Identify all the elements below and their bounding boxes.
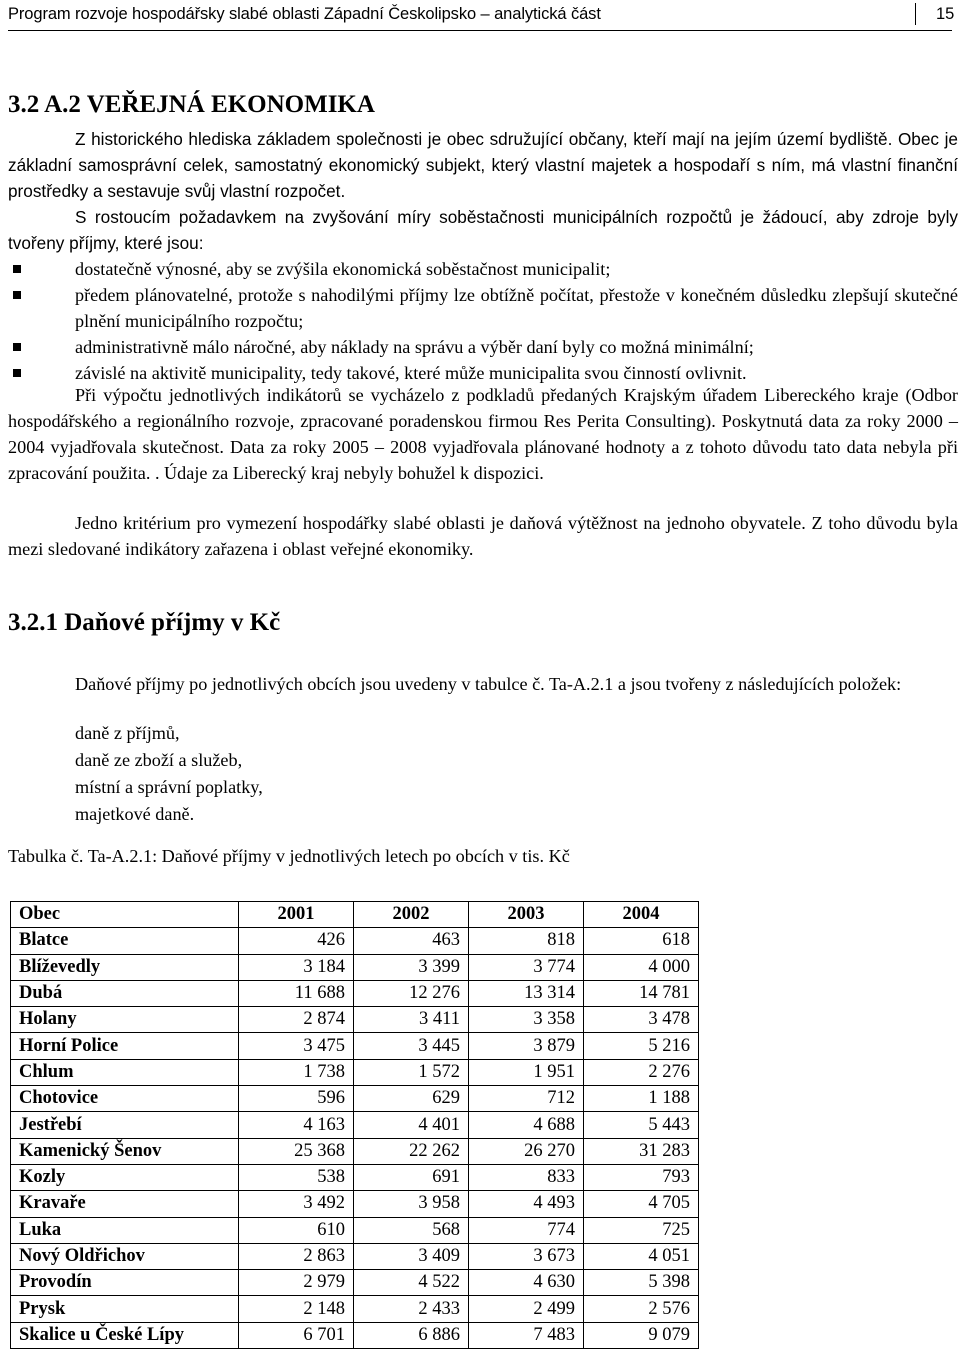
value-cell: 4 493 [469,1191,584,1217]
header-title: Program rozvoje hospodářsky slabé oblasti Západní Českolipsko – analytická část [8,5,601,23]
list-item [8,256,958,282]
municipality-name-cell: Blatce [11,928,239,954]
requirements-list [8,256,958,386]
value-cell: 3 475 [239,1033,354,1059]
value-cell: 3 184 [239,954,354,980]
value-cell: 833 [469,1164,584,1190]
value-cell: 4 522 [354,1270,469,1296]
table-row [11,1191,699,1217]
value-cell: 4 051 [584,1243,699,1269]
value-cell: 9 079 [584,1322,699,1348]
value-cell: 2 874 [239,1007,354,1033]
value-cell: 2 148 [239,1296,354,1322]
value-cell: 14 781 [584,980,699,1006]
list-item: majetkové daně. [75,804,195,824]
list-item-text: administrativně málo náročné, aby náklady na správu a výběr daní byly co možná minimální; [75,337,754,357]
value-cell: 25 368 [239,1138,354,1164]
municipality-name-cell: Horní Police [11,1033,239,1059]
intro-paragraph: Z historického hlediska základem společnosti je obec sdružující občany, kteří mají na jejím území bydliště. Obec je základní samosprávní celek, samostatný ekonomický subjekt, který vlastní majetek a hospodaří s ním, má vlastní finanční prostředky a sestavuje svůj vlastní rozpočet. [8,129,958,201]
square-bullet-icon [13,369,21,377]
table-row [11,1007,699,1033]
municipality-name-cell: Luka [11,1217,239,1243]
value-cell: 3 409 [354,1243,469,1269]
table-row [11,1033,699,1059]
value-cell: 3 411 [354,1007,469,1033]
value-cell: 3 358 [469,1007,584,1033]
municipality-name-cell: Kamenický Šenov [11,1138,239,1164]
value-cell: 2 499 [469,1296,584,1322]
value-cell: 3 673 [469,1243,584,1269]
value-cell: 4 163 [239,1112,354,1138]
table-row [11,1086,699,1112]
value-cell: 610 [239,1217,354,1243]
municipality-name-cell: Blíževedly [11,954,239,980]
value-cell: 3 445 [354,1033,469,1059]
value-cell: 1 572 [354,1059,469,1085]
value-cell: 4 630 [469,1270,584,1296]
square-bullet-icon [13,343,21,351]
value-cell: 3 478 [584,1007,699,1033]
table-row [11,980,699,1006]
table-row [11,1138,699,1164]
value-cell: 4 705 [584,1191,699,1217]
page-header [8,0,955,31]
value-cell: 3 958 [354,1191,469,1217]
square-bullet-icon [13,291,21,299]
value-cell: 3 492 [239,1191,354,1217]
data-source-paragraph: Při výpočtu jednotlivých indikátorů se vycházelo z podkladů předaných Krajským úřadem Libereckého kraje (Odbor hospodářského a regionálního rozvoje, zpracované poradenskou firmou Res Perita Consulting). Poskytnutá data za roky 2000 – 2004 vyjadřovala skutečnost. Data za roky 2005 – 2008 vyjadřovala plánované hodnoty a z tohoto důvodu tato data nebyla při zpracování použita. . Údaje za Liberecký kraj nebyly bohužel k dispozici. [8,385,958,483]
value-cell: 26 270 [469,1138,584,1164]
list-item: daně z příjmů, [75,723,180,743]
value-cell: 618 [584,928,699,954]
value-cell: 13 314 [469,980,584,1006]
header-cell: 2003 [469,902,584,928]
table-row [11,1164,699,1190]
subsection-heading: 3.2.1 Daňové příjmy v Kč [8,609,281,636]
value-cell: 5 216 [584,1033,699,1059]
section-heading: 3.2 A.2 VEŘEJNÁ EKONOMIKA [8,91,375,118]
municipality-name-cell: Dubá [11,980,239,1006]
value-cell: 426 [239,928,354,954]
table-row [11,1296,699,1322]
municipality-name-cell: Prysk [11,1296,239,1322]
list-item [8,334,958,360]
tax-items-list [75,720,263,828]
value-cell: 2 863 [239,1243,354,1269]
value-cell: 629 [354,1086,469,1112]
list-item [8,282,958,334]
value-cell: 818 [469,928,584,954]
municipality-name-cell: Provodín [11,1270,239,1296]
value-cell: 463 [354,928,469,954]
value-cell: 7 483 [469,1322,584,1348]
value-cell: 691 [354,1164,469,1190]
value-cell: 774 [469,1217,584,1243]
requirements-paragraph: S rostoucím požadavkem na zvyšování míry soběstačnosti municipálních rozpočtů je žádoucí, aby zdroje byly tvořeny příjmy, které jsou: [8,207,958,253]
value-cell: 5 398 [584,1270,699,1296]
table-row [11,1112,699,1138]
value-cell: 712 [469,1086,584,1112]
value-cell: 568 [354,1217,469,1243]
municipality-name-cell: Nový Oldřichov [11,1243,239,1269]
value-cell: 5 443 [584,1112,699,1138]
page-number: 15 [936,5,955,23]
value-cell: 12 276 [354,980,469,1006]
value-cell: 793 [584,1164,699,1190]
table-row [11,1243,699,1269]
municipality-name-cell: Kravaře [11,1191,239,1217]
square-bullet-icon [13,265,21,273]
header-cell: 2001 [239,902,354,928]
value-cell: 2 576 [584,1296,699,1322]
list-item-text: dostatečně výnosné, aby se zvýšila ekonomická soběstačnost municipalit; [75,259,611,279]
municipality-name-cell: Chotovice [11,1086,239,1112]
list-item: místní a správní poplatky, [75,777,263,797]
table-row [11,1217,699,1243]
list-item: daně ze zboží a služeb, [75,750,243,770]
value-cell: 1 738 [239,1059,354,1085]
value-cell: 4 401 [354,1112,469,1138]
value-cell: 2 433 [354,1296,469,1322]
list-item-text: závislé na aktivitě municipality, tedy takové, které může municipalita svou činností ovlivnit. [75,363,747,383]
value-cell: 2 276 [584,1059,699,1085]
value-cell: 4 688 [469,1112,584,1138]
value-cell: 3 399 [354,954,469,980]
criterion-paragraph: Jedno kritérium pro vymezení hospodářky slabé oblasti je daňová výtěžnost na jednoho obyvatele. Z toho důvodu byla mezi sledované indikátory zařazena i oblast veřejné ekonomiky. [8,513,958,559]
municipality-name-cell: Jestřebí [11,1112,239,1138]
table-header-row [11,902,699,928]
value-cell: 1 188 [584,1086,699,1112]
header-divider [915,3,916,25]
value-cell: 6 886 [354,1322,469,1348]
value-cell: 1 951 [469,1059,584,1085]
list-item-text: předem plánovatelné, protože s nahodilými příjmy lze obtížně počítat, přestože v konečném důsledku zlepšují skutečné plnění municipálního rozpočtu; [75,285,958,331]
tax-income-paragraph: Daňové příjmy po jednotlivých obcích jsou uvedeny v tabulce č. Ta-A.2.1 a jsou tvořeny z následujících položek: [75,674,902,694]
value-cell: 31 283 [584,1138,699,1164]
municipality-name-cell: Skalice u České Lípy [11,1322,239,1348]
tax-income-table [10,901,699,1349]
value-cell: 3 879 [469,1033,584,1059]
value-cell: 6 701 [239,1322,354,1348]
table-row [11,928,699,954]
table-row [11,954,699,980]
table-row [11,1059,699,1085]
value-cell: 538 [239,1164,354,1190]
value-cell: 3 774 [469,954,584,980]
header-cell: 2002 [354,902,469,928]
table-caption: Tabulka č. Ta-A.2.1: Daňové příjmy v jednotlivých letech po obcích v tis. Kč [8,846,570,866]
value-cell: 2 979 [239,1270,354,1296]
municipality-name-cell: Holany [11,1007,239,1033]
value-cell: 4 000 [584,954,699,980]
header-cell: Obec [11,902,239,928]
value-cell: 11 688 [239,980,354,1006]
value-cell: 22 262 [354,1138,469,1164]
value-cell: 596 [239,1086,354,1112]
municipality-name-cell: Kozly [11,1164,239,1190]
table-row [11,1270,699,1296]
table-row [11,1322,699,1348]
header-cell: 2004 [584,902,699,928]
value-cell: 725 [584,1217,699,1243]
municipality-name-cell: Chlum [11,1059,239,1085]
